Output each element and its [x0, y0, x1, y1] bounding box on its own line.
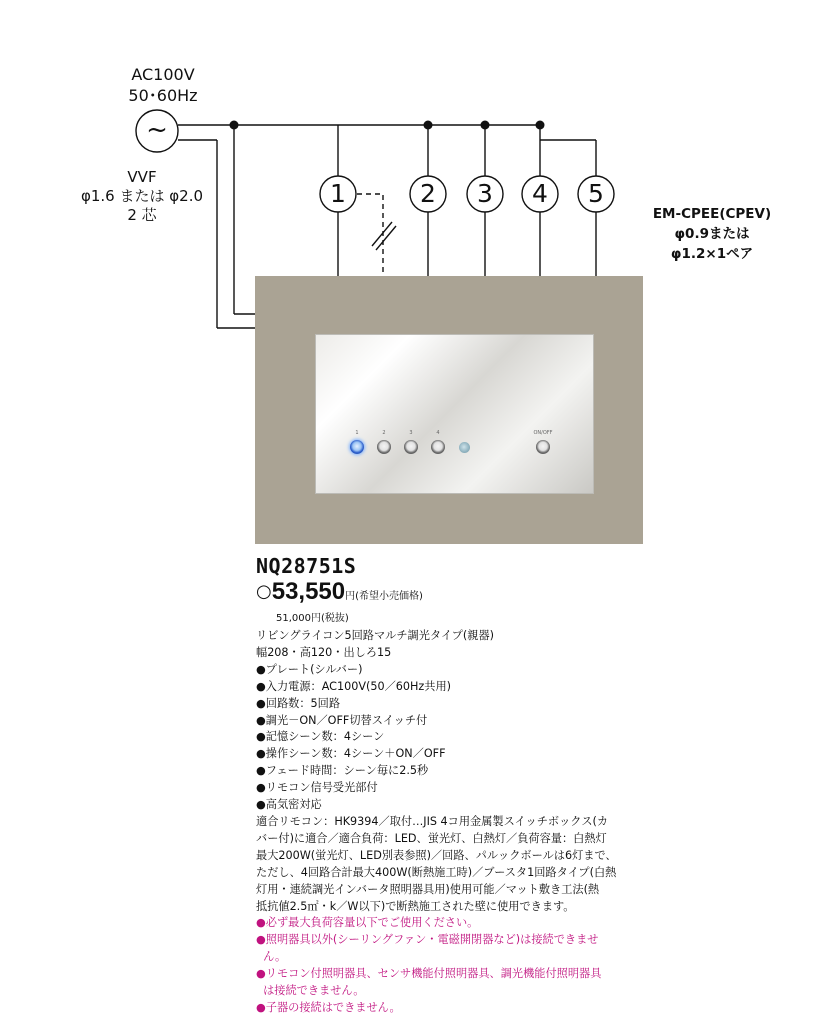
button-number-2: 2	[382, 430, 386, 436]
price-row	[256, 578, 423, 606]
scene-button-2	[377, 440, 391, 454]
price: 53,550	[271, 578, 346, 605]
price-note: 円(希望小売価格)	[345, 591, 423, 602]
button-number-3: 3	[409, 430, 413, 436]
spec-line: 抵抗値2.5㎡・k／W以下)で断熱施工された壁に使用できます。	[256, 899, 575, 913]
em-cable-spec-2: φ1.2×1ペア	[670, 246, 754, 262]
onoff-button	[536, 440, 550, 454]
spec-line: ●記憶シーン数：4シーン	[256, 730, 385, 744]
spec-line: ●調光－ON／OFF切替スイッチ付	[256, 713, 428, 727]
spec-line: ●回路数：5回路	[256, 696, 341, 710]
button-number-1: 1	[355, 430, 359, 436]
warning-line: ん。	[256, 950, 287, 964]
remote-sensor	[459, 442, 470, 453]
scene-button-1	[350, 440, 364, 454]
spec-line: 適合リモコン：HK9394／取付…JIS 4コ用金属製スイッチボックス(カ	[256, 814, 609, 828]
circuit-number-2: 2	[420, 179, 436, 208]
price-mark: ○	[256, 581, 272, 602]
spec-line: リビングライコン5回路マルチ調光タイプ(親器)	[256, 629, 495, 642]
onoff-label: ON/OFF	[533, 430, 553, 436]
spec-line: ●入力電源：AC100V(50／60Hz共用)	[256, 679, 452, 693]
spec-line: ●フェード時間：シーン毎に2.5秒	[256, 764, 429, 778]
em-cable-label	[612, 204, 812, 264]
spec-line: ●高気密対応	[256, 798, 322, 812]
warning-line: ●リモコン付照明器具、センサ機能付照明器具、調光機能付照明器具	[256, 967, 602, 981]
vvf-cores: 2 芯	[127, 206, 157, 224]
spec-line: バー付)に適合／適合負荷：LED、蛍光灯、白熱灯／負荷容量：白熱灯	[256, 831, 607, 845]
spec-line: 幅208・高120・出しろ15	[256, 645, 392, 659]
spec-line: 灯用・連続調光インバータ照明器具用)使用可能／マット敷き工法(熱	[256, 882, 600, 896]
button-number-4: 4	[436, 430, 440, 436]
vvf-label	[56, 168, 228, 225]
vvf-spec: φ1.6 または φ2.0	[80, 187, 204, 205]
spec-line: 最大200W(蛍光灯、LED別表参照)／回路、パルックボールは6灯まで、	[256, 848, 617, 862]
spec-line: ●プレート(シルバー)	[256, 662, 363, 676]
circuit-number-3: 3	[477, 179, 493, 208]
warning-line: ●子器の接続はできません。	[256, 1000, 401, 1014]
circuit-number-5: 5	[588, 179, 604, 208]
model-number: NQ28751S	[256, 554, 357, 578]
spec-description	[256, 628, 826, 1017]
frequency-text: 50･60Hz	[128, 86, 198, 105]
circuit-number-1: 1	[330, 179, 346, 208]
warning-line: は接続できません。	[256, 984, 365, 998]
warning-line: ●照明器具以外(シーリングファン・電磁開閉器など)は接続できませ	[256, 933, 599, 947]
circuit-number-4: 4	[532, 179, 548, 208]
em-cable-title: EM-CPEE(CPEV)	[652, 206, 772, 222]
warning-line: ●必ず最大負荷容量以下でご使用ください。	[256, 916, 479, 930]
vvf-title: VVF	[127, 168, 157, 186]
spec-line: ●リモコン信号受光部付	[256, 781, 378, 795]
spec-line: ●操作シーン数：4シーン＋ON／OFF	[256, 747, 446, 761]
scene-button-3	[404, 440, 418, 454]
voltage-text: AC100V	[131, 65, 195, 84]
tax-excluded-price: 51,000円(税抜)	[276, 613, 349, 624]
spec-line: ただし、4回路合計最大400W(断熱施工時)／ブースタ1回路タイプ(白熱	[256, 865, 617, 879]
ac-source-symbol: ~	[146, 115, 168, 145]
scene-button-4	[431, 440, 445, 454]
power-label	[118, 64, 208, 106]
device-plate	[315, 334, 594, 494]
em-cable-spec-1: φ0.9または	[674, 226, 750, 242]
